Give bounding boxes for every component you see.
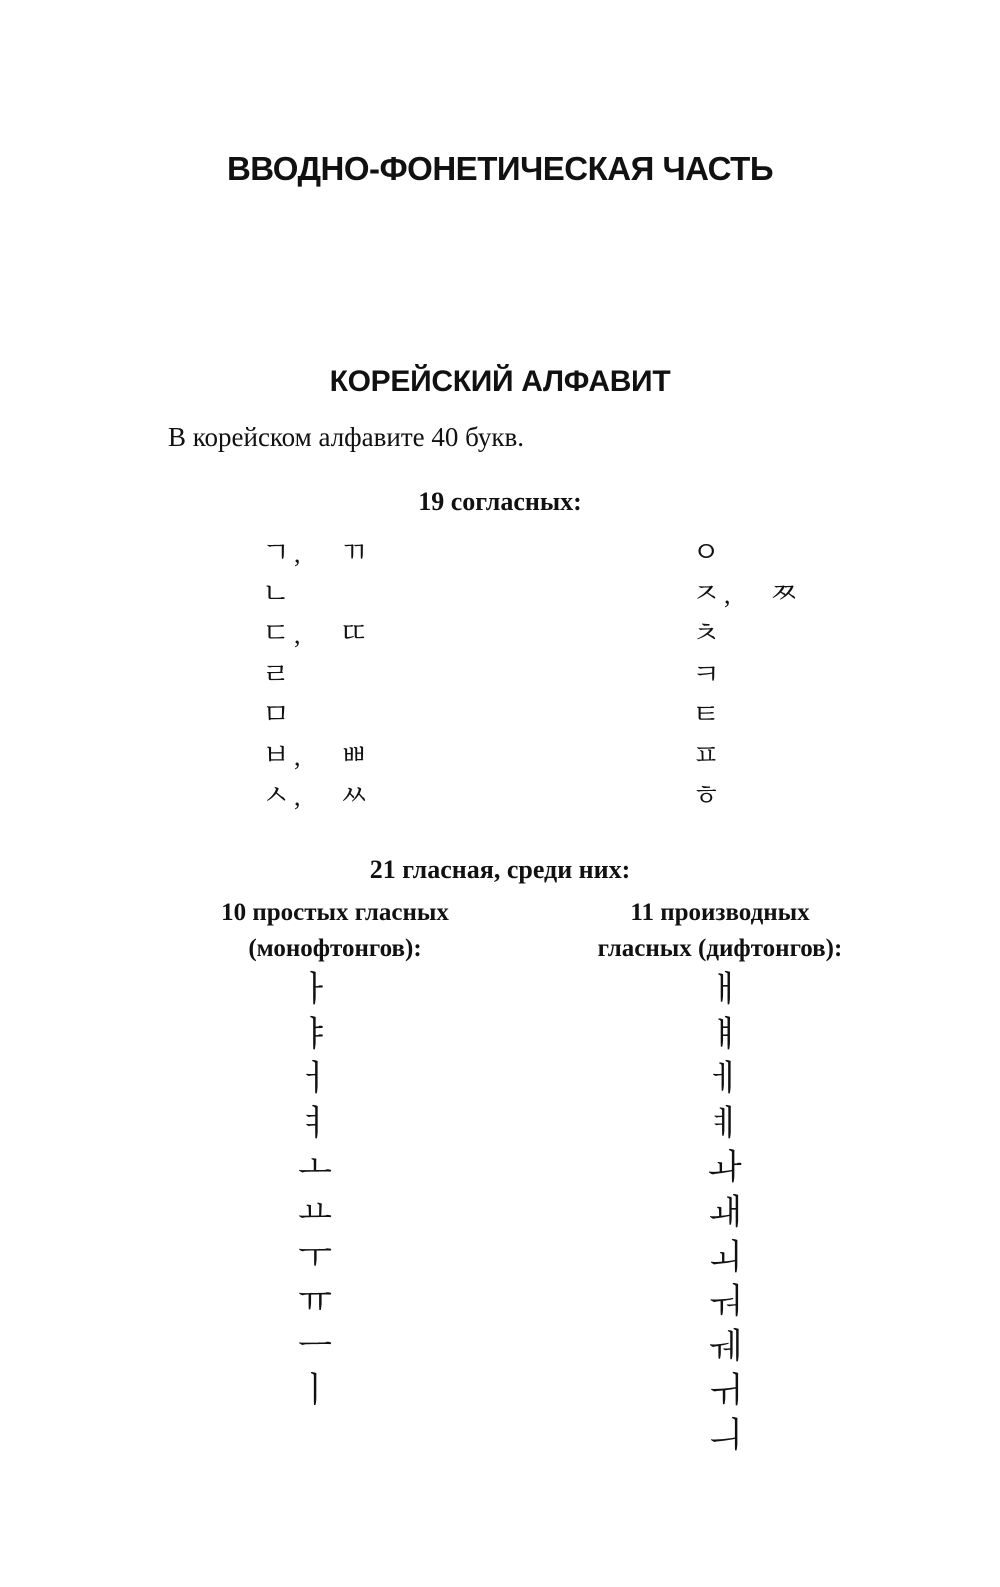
consonant-base: ㅂ <box>262 737 291 772</box>
simple-vowel: ㅗ <box>298 1148 332 1189</box>
derived-vowel: ㅟ <box>708 1371 742 1412</box>
consonant-base: ㅁ <box>262 697 291 731</box>
simple-vowel: ㅠ <box>298 1282 332 1323</box>
simple-vowels-heading-line1: 10 простых гласных <box>221 899 449 926</box>
derived-vowel: ㅖ <box>708 1103 742 1144</box>
derived-vowels-heading-line1: 11 производных <box>630 899 810 926</box>
consonant-base: ㅎ <box>692 778 721 812</box>
consonant-row <box>262 613 368 654</box>
derived-vowels-heading-line2: гласных (дифтонгов): <box>597 935 843 962</box>
vowels-heading: 21 гласная, среди них: <box>369 855 631 884</box>
consonant-row <box>262 532 368 573</box>
consonant-base: ㅇ <box>692 535 721 569</box>
consonant-row <box>262 654 368 695</box>
consonant-comma: , <box>294 620 301 649</box>
consonants-right-column <box>692 532 798 816</box>
consonant-row <box>262 775 368 816</box>
consonant-base: ㅅ <box>262 778 291 812</box>
consonant-base: ㅌ <box>692 697 721 731</box>
consonant-tense: ㄲ <box>340 535 369 569</box>
consonant-base: ㄹ <box>262 656 291 691</box>
consonant-row <box>262 694 368 735</box>
consonant-base: ㅍ <box>692 737 721 772</box>
simple-vowel: ㅑ <box>298 1014 332 1055</box>
consonant-row <box>692 735 798 776</box>
consonant-base: ㄴ <box>262 575 291 610</box>
consonant-base: ㅋ <box>692 656 721 691</box>
consonant-tense: ㅆ <box>340 778 369 812</box>
simple-vowel: ㅛ <box>298 1192 332 1233</box>
simple-vowel: ㅣ <box>298 1371 332 1412</box>
consonant-base: ㅈ <box>692 575 721 610</box>
consonant-comma: , <box>294 782 301 811</box>
simple-vowel: ㅡ <box>298 1326 332 1367</box>
consonants-left-column <box>262 532 368 816</box>
derived-vowel: ㅝ <box>708 1282 742 1323</box>
consonant-row <box>692 573 798 614</box>
consonant-base: ㅊ <box>692 616 721 650</box>
consonant-row <box>692 694 798 735</box>
derived-vowel: ㅒ <box>708 1014 742 1055</box>
consonant-row <box>692 613 798 654</box>
consonant-row <box>262 735 368 776</box>
simple-vowels-heading <box>190 895 480 967</box>
section-title: КОРЕЙСКИЙ АЛФАВИТ <box>329 365 671 398</box>
consonant-comma: , <box>294 539 301 568</box>
consonant-row <box>692 532 798 573</box>
simple-vowels-heading-line2: (монофтонгов): <box>248 935 422 962</box>
derived-vowel: ㅘ <box>708 1148 742 1189</box>
consonant-base: ㄱ <box>262 535 291 569</box>
derived-vowel: ㅐ <box>708 970 742 1010</box>
derived-vowel: ㅢ <box>708 1415 742 1456</box>
derived-vowel: ㅔ <box>708 1059 742 1100</box>
consonant-row <box>262 573 368 614</box>
consonant-comma: , <box>294 741 301 771</box>
derived-vowels-list <box>695 968 755 1459</box>
consonant-tense: ㅃ <box>340 737 369 772</box>
consonant-row <box>692 654 798 695</box>
simple-vowel: ㅕ <box>298 1103 332 1144</box>
derived-vowels-heading <box>560 895 880 967</box>
consonants-heading: 19 согласных: <box>418 487 582 516</box>
derived-vowel: ㅞ <box>708 1326 742 1367</box>
simple-vowel: ㅜ <box>298 1237 332 1278</box>
simple-vowel: ㅏ <box>298 970 332 1010</box>
consonant-tense: ㄸ <box>340 616 369 650</box>
consonant-comma: , <box>724 579 731 609</box>
consonant-tense: ㅉ <box>770 575 799 610</box>
intro-text: В корейском алфавите 40 букв. <box>168 422 524 452</box>
chapter-title: ВВОДНО-ФОНЕТИЧЕСКАЯ ЧАСТЬ <box>226 150 774 187</box>
simple-vowel: ㅓ <box>298 1059 332 1100</box>
consonant-row <box>692 775 798 816</box>
derived-vowel: ㅚ <box>708 1237 742 1278</box>
derived-vowel: ㅙ <box>708 1192 742 1233</box>
simple-vowels-list <box>285 968 345 1414</box>
consonant-base: ㄷ <box>262 616 291 650</box>
